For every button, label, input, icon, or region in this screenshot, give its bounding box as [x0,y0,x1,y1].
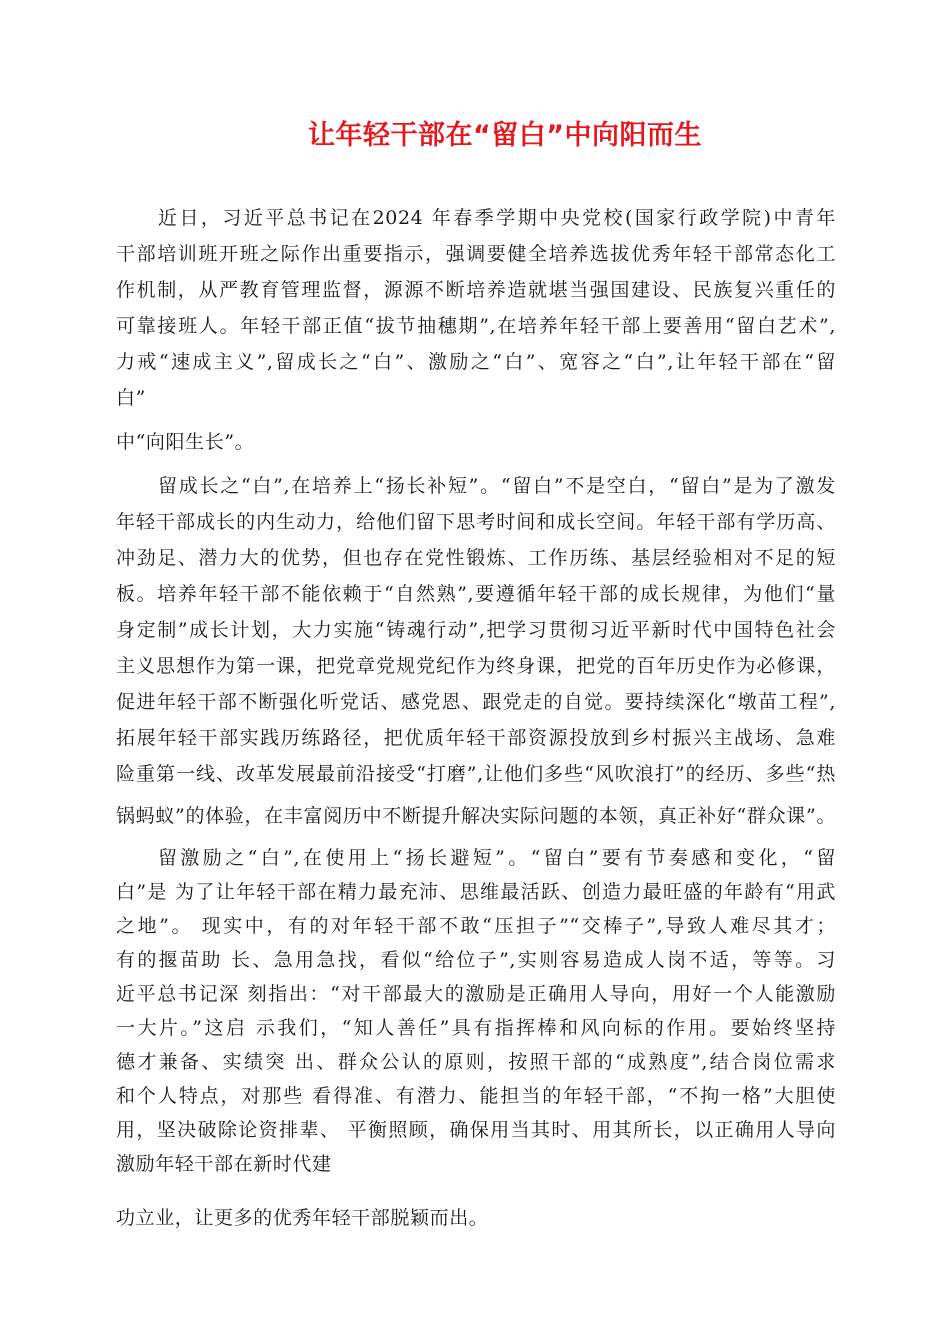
paragraph-3-line: 用，坚决破除论资排辈、 平衡照顾，确保用当其时、用其所长，以正确用人导向 [116,1119,836,1141]
paragraph-3-line: 白”是 为了让年轻干部在精力最充沛、思维最活跃、创造力最旺盛的年龄有“用武 [116,881,836,903]
paragraph-3-line: 功立业，让更多的优秀年轻干部脱颖而出。 [116,1207,489,1229]
paragraph-3-line: 近平总书记深 刻指出：“对干部最大的激励是正确用人导向，用好一个人能激励 [116,983,836,1005]
document-title: 让年轻干部在“留白”中向阳而生 [308,120,702,151]
paragraph-1-line: 中“向阳生长”。 [116,431,255,453]
paragraph-2-line: 险重第一线、改革发展最前沿接受“打磨”,让他们多些“风吹浪打”的经历、多些“热 [116,763,836,785]
paragraph-2-line: 锅蚂蚁”的体验，在丰富阅历中不断提升解决实际问题的本领，真正补好“群众课”。 [116,805,836,827]
paragraph-3-line: 之地”。 现实中，有的对年轻干部不敢“压担子”“交棒子”,导致人难尽其才； [116,915,836,937]
paragraph-3-line: 有的揠苗助 长、急用急找，看似“给位子”,实则容易造成人岗不适，等等。习 [116,949,836,971]
paragraph-3-line: 留激励之“白”,在使用上“扬长避短”。“留白”要有节奏感和变化，“留 [158,847,836,869]
paragraph-3-line: 一大片。”这启 示我们，“知人善任”具有指挥棒和风向标的作用。要始终坚持 [116,1017,837,1039]
paragraph-3-line: 和个人特点，对那些 看得准、有潜力、能担当的年轻干部，“不拘一格”大胆使 [116,1085,836,1107]
paragraph-2-line: 年轻干部成长的内生动力，给他们留下思考时间和成长空间。年轻干部有学历高、 [116,511,836,533]
paragraph-1-line: 作机制，从严教育管理监督，源源不断培养造就堪当强国建设、民族复兴重任的 [116,279,836,301]
paragraph-1-line: 干部培训班开班之际作出重要指示，强调要健全培养选拔优秀年轻干部常态化工 [116,243,836,265]
paragraph-3-line: 激励年轻干部在新时代建 [116,1153,332,1175]
paragraph-2-line: 留成长之“白”,在培养上“扬长补短”。“留白”不是空白，“留白”是为了激发 [158,475,836,497]
paragraph-1-line: 近日，习近平总书记在2024 年春季学期中央党校(国家行政学院)中青年 [158,207,836,229]
paragraph-1-line: 可靠接班人。年轻干部正值“拔节抽穗期”,在培养年轻干部上要善用“留白艺术”, [116,315,836,337]
paragraph-2-line: 主义思想作为第一课，把党章党规党纪作为终身课，把党的百年历史作为必修课， [116,655,836,677]
paragraph-1-line: 力戒“速成主义”,留成长之“白”、激励之“白”、宽容之“白”,让年轻干部在“留 [116,351,836,373]
paragraph-1-line: 白” [116,387,146,409]
paragraph-2-line: 板。培养年轻干部不能依赖于“自然熟”,要遵循年轻干部的成长规律，为他们“量 [116,583,836,605]
paragraph-2-line: 拓展年轻干部实践历练路径，把优质年轻干部资源投放到乡村振兴主战场、急难 [116,727,836,749]
paragraph-3-line: 德才兼备、实绩突 出、群众公认的原则，按照干部的“成熟度”,结合岗位需求 [116,1051,836,1073]
paragraph-2-line: 身定制”成长计划，大力实施“铸魂行动”,把学习贯彻习近平新时代中国特色社会 [116,619,836,641]
paragraph-2-line: 促进年轻干部不断强化听党话、感党恩、跟党走的自觉。要持续深化“墩苗工程”, [116,691,836,713]
paragraph-2-line: 冲劲足、潜力大的优势，但也存在党性锻炼、工作历练、基层经验相对不足的短 [116,547,836,569]
